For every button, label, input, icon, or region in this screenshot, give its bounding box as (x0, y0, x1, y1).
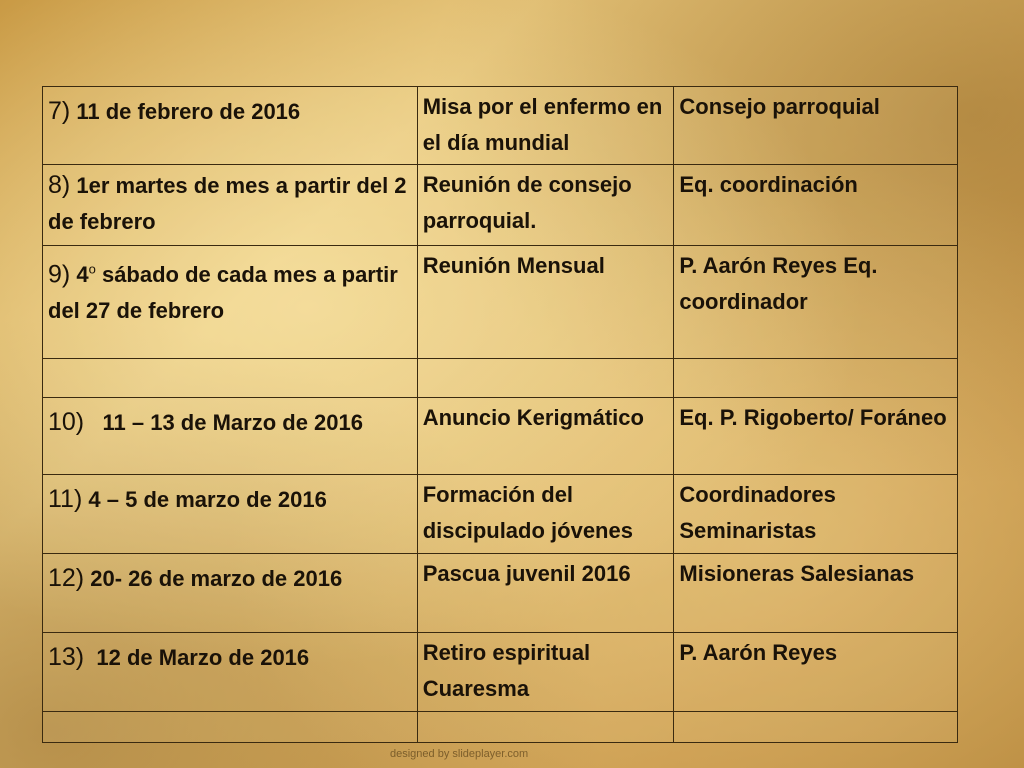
table-row (43, 87, 958, 165)
responsible-text: P. Aarón Reyes Eq. coordinador (679, 253, 878, 314)
event-cell: Reunión Mensual (417, 246, 674, 359)
table-row-empty (43, 359, 958, 398)
table-row (43, 475, 958, 554)
item-number: 11) (48, 485, 83, 513)
event-cell: Pascua juvenil 2016 (417, 554, 674, 633)
item-number: 12) (48, 564, 85, 592)
date-text: 1er martes de mes a partir del 2 de febrero (48, 173, 407, 234)
table-row (43, 398, 958, 475)
date-cell (43, 165, 418, 246)
responsible-cell: Misioneras Salesianas (674, 554, 958, 633)
date-text: 11 – 13 de Marzo de 2016 (90, 410, 363, 435)
date-cell (43, 359, 418, 398)
item-number: 10) (48, 408, 85, 436)
date-cell (43, 398, 418, 475)
event-cell (417, 712, 674, 743)
date-cell (43, 633, 418, 712)
event-cell: Anuncio Kerigmático (417, 398, 674, 475)
event-cell: Retiro espiritual Cuaresma (417, 633, 674, 712)
date-text: 4$^o$ sábado de cada mes a partir del 27 de febrero (48, 262, 398, 324)
responsible-cell (674, 246, 958, 359)
event-cell: Formación del discipulado jóvenes (417, 475, 674, 554)
item-number: 9) (48, 260, 71, 289)
date-cell (43, 554, 418, 633)
responsible-cell: Eq. P. Rigoberto/ Foráneo (674, 398, 958, 475)
table-row (43, 165, 958, 246)
responsible-cell: P. Aarón Reyes (674, 633, 958, 712)
item-number: 13) (48, 643, 85, 671)
activities-table (42, 86, 958, 743)
table-row (43, 554, 958, 633)
date-cell (43, 475, 418, 554)
item-number: 8) (48, 171, 71, 199)
date-cell (43, 712, 418, 743)
date-text: 11 de febrero de 2016 (76, 99, 301, 124)
date-text: 12 de Marzo de 2016 (90, 645, 310, 670)
event-cell: Reunión de consejo parroquial. (417, 165, 674, 246)
responsible-cell (674, 712, 958, 743)
table-row (43, 246, 958, 359)
table-row (43, 633, 958, 712)
date-cell (43, 246, 418, 359)
item-number: 7) (48, 97, 71, 125)
responsible-cell (674, 359, 958, 398)
date-text: 20- 26 de marzo de 2016 (90, 566, 343, 591)
responsible-cell: Coordinadores Seminaristas (674, 475, 958, 554)
responsible-cell: Consejo parroquial (674, 87, 958, 165)
table-row-empty (43, 712, 958, 743)
footer-watermark: designed by slideplayer.com (390, 748, 529, 760)
event-cell (417, 359, 674, 398)
responsible-cell: Eq. coordinación (674, 165, 958, 246)
event-cell: Misa por el enfermo en el día mundial (417, 87, 674, 165)
date-cell (43, 87, 418, 165)
date-text: 4 – 5 de marzo de 2016 (88, 487, 327, 512)
